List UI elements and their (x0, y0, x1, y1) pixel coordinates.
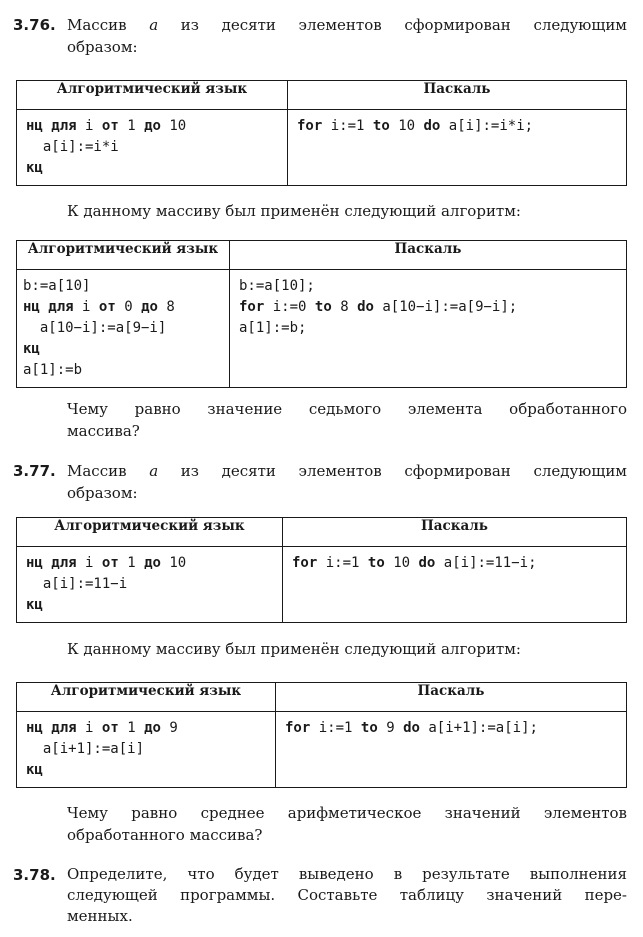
question-line-2: обработанного массива? (67, 826, 263, 844)
pascal-code (288, 110, 627, 186)
question (67, 802, 627, 846)
problem-statement (67, 460, 627, 504)
code-line: кц (26, 597, 43, 613)
code-table-1 (16, 517, 627, 623)
header-algorithmic: Алгоритмический язык (17, 518, 283, 547)
problem-statement (67, 864, 627, 927)
code-line: for i:=1 to 9 do a[i+1]:=a[i]; (285, 720, 538, 736)
statement-line-1: Определите, что будет выведено в результате выполнения (67, 865, 627, 883)
code-line: кц (23, 341, 40, 357)
question (67, 398, 627, 442)
statement-line-2: образом: (67, 484, 138, 502)
header-pascal: Паскаль (230, 241, 627, 270)
algorithmic-code (17, 270, 230, 388)
code-line: кц (26, 762, 43, 778)
code-line: for i:=1 to 10 do a[i]:=i*i; (297, 118, 534, 134)
pascal-code (230, 270, 627, 388)
code-line: a[i+1]:=a[i] (42, 741, 145, 757)
header-algorithmic: Алгоритмический язык (17, 683, 276, 712)
code-line: b:=a[10]; (239, 278, 315, 294)
question-line-2: массива? (67, 422, 140, 440)
code-line: нц для i от 1 до 10 (26, 118, 187, 134)
statement-line-3: менных. (67, 907, 133, 925)
header-pascal: Паскаль (283, 518, 627, 547)
statement-line-1: Массив a из десяти элементов сформирован следующим (67, 462, 627, 480)
code-line: a[i]:=11−i (42, 576, 128, 592)
code-line: нц для i от 1 до 9 (26, 720, 178, 736)
header-algorithmic: Алгоритмический язык (17, 241, 230, 270)
problem-statement (67, 14, 627, 58)
code-line: нц для i от 0 до 8 (23, 299, 175, 315)
pascal-code (276, 712, 627, 788)
statement-line-2: следующей программы. Составьте таблицу значений пере- (67, 886, 627, 904)
code-table-1 (16, 80, 627, 186)
code-table-2 (16, 682, 627, 788)
variable-a: a (149, 462, 159, 480)
code-line: кц (26, 160, 43, 176)
algorithmic-code (17, 110, 288, 186)
problem-number: 3.76. (13, 16, 56, 34)
code-line: a[1]:=b; (239, 320, 307, 336)
code-line: b:=a[10] (23, 278, 91, 294)
code-line: нц для i от 1 до 10 (26, 555, 187, 571)
code-line: for i:=1 to 10 do a[i]:=11−i; (292, 555, 537, 571)
code-line: for i:=0 to 8 do a[10−i]:=a[9−i]; (239, 299, 518, 315)
header-pascal: Паскаль (276, 683, 627, 712)
header-pascal: Паскаль (288, 81, 627, 110)
transition-text: К данному массиву был применён следующий алгоритм: (67, 640, 521, 658)
variable-a: a (149, 16, 159, 34)
statement-line-2: образом: (67, 38, 138, 56)
transition-text: К данному массиву был применён следующий алгоритм: (67, 202, 521, 220)
question-line-1: Чему равно значение седьмого элемента обработанного (67, 400, 627, 418)
algorithmic-code (17, 547, 283, 623)
code-line: a[10−i]:=a[9−i] (39, 320, 167, 336)
header-algorithmic: Алгоритмический язык (17, 81, 288, 110)
problem-number: 3.78. (13, 866, 56, 884)
pascal-code (283, 547, 627, 623)
question-line-1: Чему равно среднее арифметическое значений элементов (67, 804, 627, 822)
statement-line-1: Массив a из десяти элементов сформирован следующим (67, 16, 627, 34)
algorithmic-code (17, 712, 276, 788)
code-line: a[1]:=b (23, 362, 83, 378)
code-table-2 (16, 240, 627, 388)
code-line: a[i]:=i*i (42, 139, 119, 155)
problem-number: 3.77. (13, 462, 56, 480)
